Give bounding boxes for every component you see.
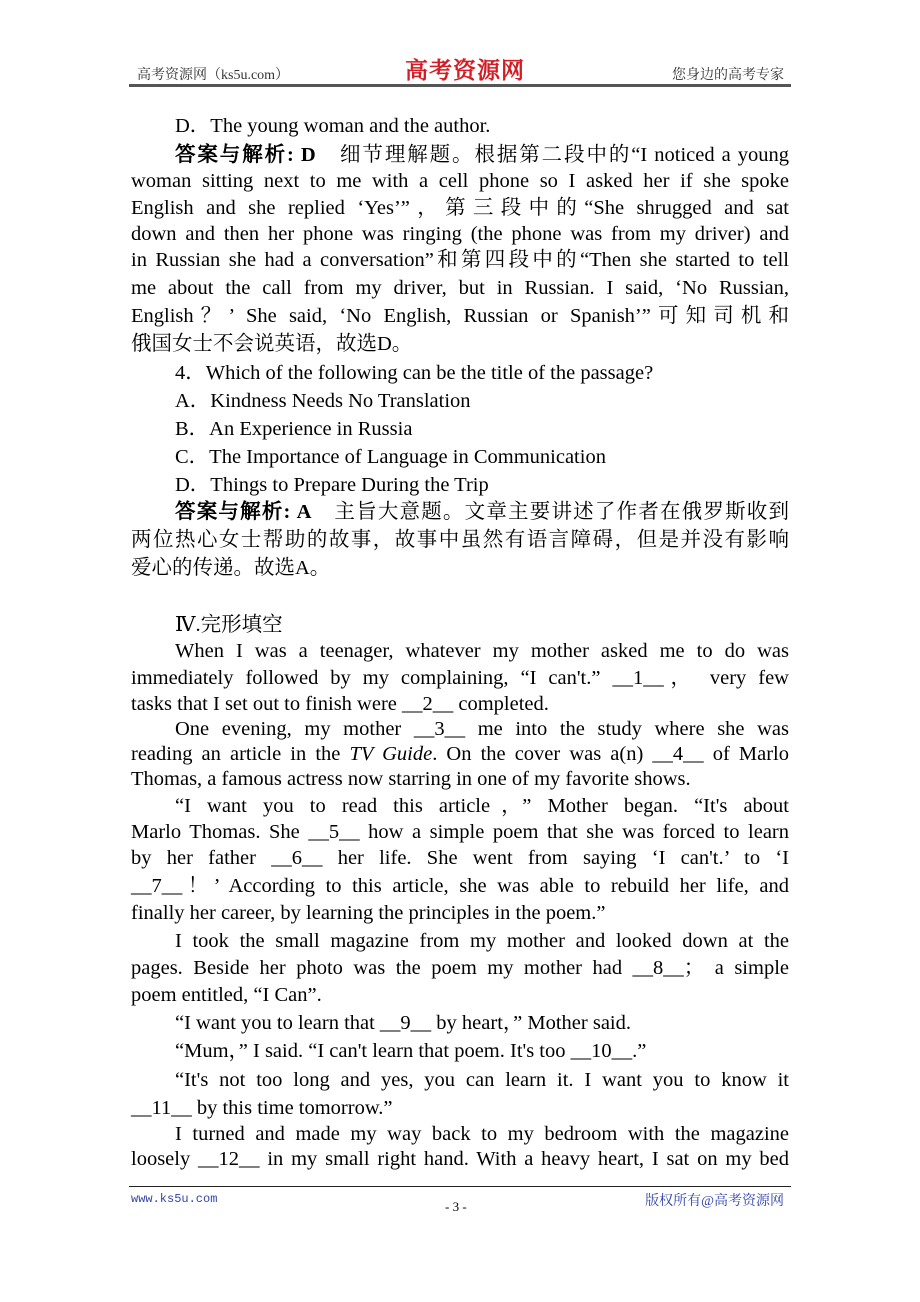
text-line (131, 168, 789, 194)
text-segment: in Russian she had a conversation”和第四段中的“Then she started to tell (131, 249, 789, 271)
text-line (131, 741, 789, 767)
footer-url-link[interactable]: www.ks5u.com (131, 1192, 218, 1206)
text-segment: down and then her phone was ringing (the phone was from my driver) and (131, 223, 789, 245)
text-segment: 答案与解析: D (175, 144, 316, 166)
text-line (131, 1095, 789, 1121)
text-line (175, 1010, 789, 1036)
text-segment: “I want you to learn that __9__ by heart，” Mother said. (175, 1012, 631, 1034)
text-segment: 4．Which of the following can be the title of the passage? (175, 362, 654, 384)
text-segment: D．The young woman and the author. (175, 115, 491, 137)
text-line (131, 691, 789, 717)
text-segment: finally her career, by learning the principles in the poem.” (131, 902, 606, 924)
text-line (175, 416, 789, 442)
text-line (131, 845, 789, 871)
text-segment: Marlo Thomas. She __5__ how a simple poem that she was forced to learn (131, 821, 789, 843)
text-line (175, 444, 789, 470)
text-line (131, 555, 789, 581)
text-segment: TV Guide (349, 743, 433, 765)
text-segment: by her father __6__ her life. She went from saying ‘I can't.’ to ‘I (131, 847, 789, 869)
text-line (131, 955, 789, 981)
text-line (175, 1121, 789, 1147)
text-line (175, 472, 789, 498)
text-line (131, 665, 789, 691)
text-segment: immediately followed by my complaining, “I can't.” __1__， very few (131, 667, 789, 689)
text-line (131, 331, 789, 357)
text-line (175, 388, 789, 414)
text-line (131, 982, 789, 1008)
text-line (175, 113, 789, 139)
text-segment: Thomas, a famous actress now starring in one of my favorite shows. (131, 768, 691, 790)
text-line (175, 360, 789, 386)
text-line (131, 900, 789, 926)
text-segment: loosely __12__ in my small right hand. With a heavy heart, I sat on my bed (131, 1148, 789, 1170)
text-segment: 爱心的传递。故选A。 (131, 557, 331, 579)
header-slogan: 您身边的高考专家 (672, 68, 784, 83)
text-line (131, 527, 789, 553)
text-segment: I turned and made my way back to my bedroom with the magazine (175, 1123, 789, 1145)
text-segment: 两位热心女士帮助的故事，故事中虽然有语言障碍，但是并没有影响 (131, 529, 789, 551)
text-line (175, 499, 789, 525)
text-segment: “Mum，” I said. “I can't learn that poem. It's too __10__.” (175, 1040, 647, 1062)
text-segment: reading an article in the (131, 743, 350, 765)
header-logo: 高考资源网 (405, 58, 525, 83)
text-line (175, 716, 789, 742)
text-segment: 细节理解题。根据第二段中的“I noticed a young (315, 144, 789, 166)
header-rule (129, 84, 791, 87)
text-line (131, 819, 789, 845)
text-segment: B．An Experience in Russia (175, 418, 413, 440)
text-line (131, 195, 789, 221)
text-segment: woman sitting next to me with a cell phone so I asked her if she spoke (131, 170, 789, 192)
text-segment: . On the cover was a(n) __4__ of Marlo (432, 743, 789, 765)
text-segment: When I was a teenager, whatever my mother asked me to do was (175, 640, 789, 662)
text-segment: One evening, my mother __3__ me into the study where she was (175, 718, 789, 740)
text-line (131, 275, 789, 301)
text-line (175, 928, 789, 954)
text-line (175, 793, 789, 819)
text-line (131, 1146, 789, 1172)
text-segment: 俄国女士不会说英语，故选D。 (131, 333, 413, 355)
text-segment: English？’ She said, ‘No English, Russian or Spanish’”可知司机和 (131, 305, 789, 327)
text-segment: poem entitled, “I Can”. (131, 984, 322, 1006)
text-segment: I took the small magazine from my mother and looked down at the (175, 930, 789, 952)
header-site-name: 高考资源网（ks5u.com） (137, 68, 290, 83)
text-segment: 答案与解析: A (175, 501, 312, 523)
text-line (175, 638, 789, 664)
text-line (175, 1067, 789, 1093)
text-segment: pages. Beside her photo was the poem my mother had __8__； a simple (131, 957, 789, 979)
text-segment: __11__ by this time tomorrow.” (131, 1097, 393, 1119)
footer-rule (129, 1186, 791, 1187)
text-segment: “It's not too long and yes, you can learn it. I want you to know it (175, 1069, 789, 1091)
text-segment: English and she replied ‘Yes’”，第三段中的“She shrugged and sat (131, 197, 789, 219)
text-segment: Ⅳ.完形填空 (175, 614, 283, 636)
text-line (131, 873, 789, 899)
text-line (175, 142, 789, 168)
text-segment: __7__！’ According to this article, she was able to rebuild her life, and (131, 875, 789, 897)
footer-copyright: 版权所有@高考资源网 (645, 1194, 784, 1209)
text-segment: A．Kindness Needs No Translation (175, 390, 471, 412)
text-segment: me about the call from my driver, but in Russian. I said, ‘No Russian, (131, 277, 789, 299)
text-line (131, 247, 789, 273)
page-number: - 3 - (445, 1199, 467, 1214)
text-line (131, 766, 789, 792)
text-line (175, 1038, 789, 1064)
text-segment: C．The Importance of Language in Communication (175, 446, 606, 468)
text-line (131, 303, 789, 329)
text-segment: “I want you to read this article，” Mother began. “It's about (175, 795, 789, 817)
text-segment: tasks that I set out to finish were __2__ completed. (131, 693, 549, 715)
text-line (131, 221, 789, 247)
text-segment: 主旨大意题。文章主要讲述了作者在俄罗斯收到 (311, 501, 790, 523)
text-line (175, 612, 789, 638)
text-segment: D．Things to Prepare During the Trip (175, 474, 489, 496)
